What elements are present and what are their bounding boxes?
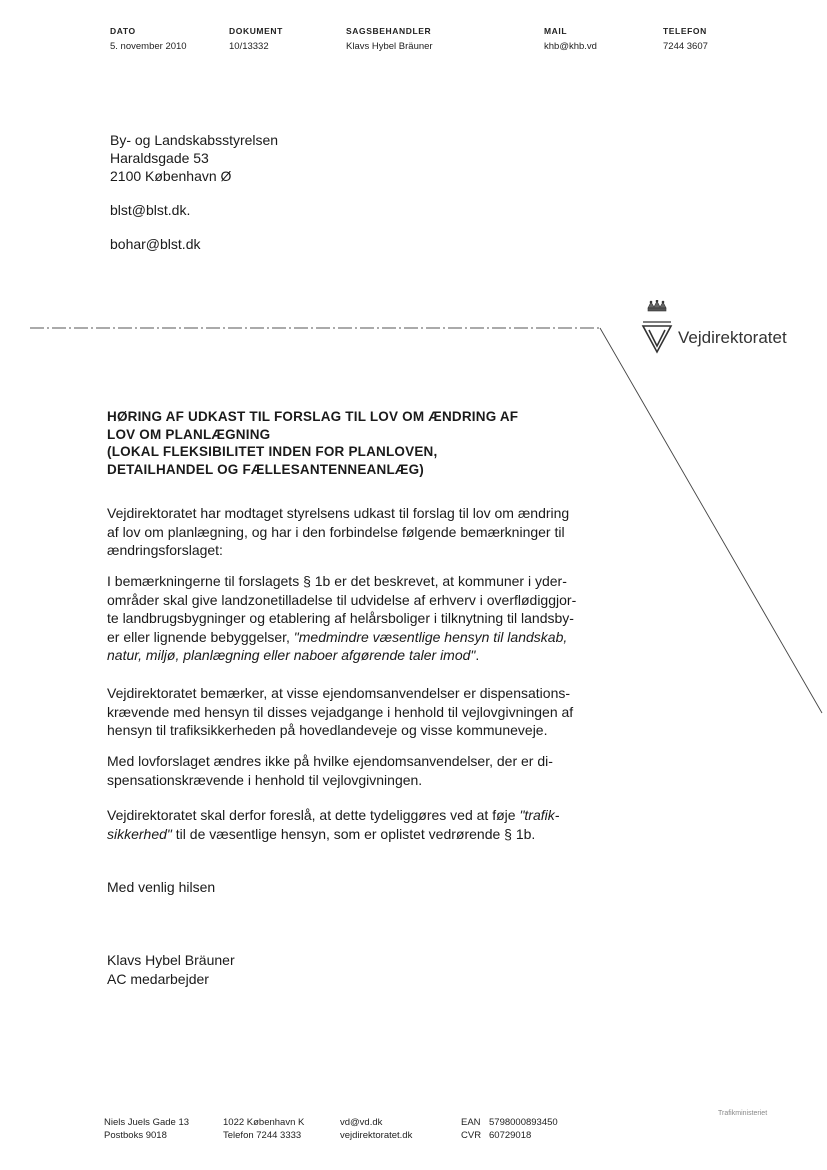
subject-line: LOV OM PLANLÆGNING xyxy=(107,426,271,442)
meta-telefon-label: TELEFON xyxy=(663,26,707,36)
recipient-line: 2100 København Ø xyxy=(110,168,232,184)
footer-city xyxy=(223,1116,304,1142)
closing xyxy=(107,878,607,897)
logo-wordmark: Vejdirektoratet xyxy=(678,328,787,347)
footer-line: Telefon 7244 3333 xyxy=(223,1130,302,1141)
subject-line: HØRING AF UDKAST TIL FORSLAG TIL LOV OM ÆNDRING AF xyxy=(107,409,519,424)
paragraph-text: . xyxy=(475,647,480,663)
paragraph-line: spensationskrævende i henhold til vejlovgivningen. xyxy=(107,771,423,788)
quote-text: natur, miljø, planlægning eller naboer afgørende taler imod" xyxy=(107,647,476,663)
quote-text: sikkerhed" xyxy=(107,825,172,842)
recipient-email[interactable]: blst@blst.dk. xyxy=(110,202,191,218)
paragraph-line: ændringsforslaget: xyxy=(107,542,223,558)
paragraph-3 xyxy=(107,684,607,740)
meta-sagsbehandler-value: Klavs Hybel Bräuner xyxy=(346,41,433,52)
recipient-email[interactable]: bohar@blst.dk xyxy=(110,236,201,252)
meta-dato-label: DATO xyxy=(110,26,136,36)
footer-email-link[interactable]: vd@vd.dk xyxy=(340,1117,383,1128)
closing-text: Med venlig hilsen xyxy=(107,879,216,895)
paragraph-4 xyxy=(107,752,607,789)
cvr-label: CVR xyxy=(461,1130,482,1141)
paragraph-text: Vejdirektoratet skal derfor foreslå, at dette tydeliggøres ved at føje xyxy=(107,807,520,823)
paragraph-line: hensyn til trafiksikkerheden på hovedlandeveje og visse kommuneveje. xyxy=(107,722,548,738)
meta-telefon-value: 7244 3607 xyxy=(663,41,708,52)
footer-line: Postboks 9018 xyxy=(104,1130,167,1141)
paragraph-1 xyxy=(107,504,607,560)
footer-web xyxy=(340,1116,412,1142)
meta-mail-value[interactable]: khb@khb.vd xyxy=(544,41,597,52)
paragraph-line: te landbrugsbygninger og etablering af helårsboliger i tilknytning til landsby- xyxy=(107,610,574,626)
footer-line: Niels Juels Gade 13 xyxy=(104,1117,190,1128)
subject-line: DETAILHANDEL OG FÆLLESANTENNEANLÆG) xyxy=(107,461,424,477)
cvr-value: 60729018 xyxy=(489,1130,532,1141)
meta-dokument-value: 10/13332 xyxy=(229,41,269,52)
signature xyxy=(107,951,607,988)
meta-sagsbehandler-label: SAGSBEHANDLER xyxy=(346,26,432,36)
footer-website-link[interactable]: vejdirektoratet.dk xyxy=(340,1130,413,1141)
ean-value: 5798000893450 xyxy=(489,1117,558,1128)
paragraph-text: til de væsentlige hensyn, som er oplistet vedrørende § 1b. xyxy=(171,825,536,842)
paragraph-text: er eller lignende bebyggelser, xyxy=(107,628,294,645)
ministry-stamp: Trafikministeriet xyxy=(718,1110,768,1117)
paragraph-line: I bemærkningerne til forslagets § 1b er det beskrevet, at kommuner i yder- xyxy=(107,573,567,589)
meta-mail-label: MAIL xyxy=(544,26,568,36)
subject-line: (LOKAL FLEKSIBILITET INDEN FOR PLANLOVEN, xyxy=(107,444,438,459)
footer-ids xyxy=(461,1116,558,1142)
signature-title: AC medarbejder xyxy=(107,970,209,987)
meta-dokument-label: DOKUMENT xyxy=(229,26,283,36)
footer-cvr xyxy=(461,1129,558,1142)
paragraph-5 xyxy=(107,806,607,843)
quote-text: "medmindre væsentlige hensyn til landskab, xyxy=(293,628,568,645)
footer-address xyxy=(104,1116,189,1142)
signature-name: Klavs Hybel Bräuner xyxy=(107,952,235,968)
paragraph-line xyxy=(107,825,607,844)
footer-ean xyxy=(461,1116,558,1129)
paragraph-line: Vejdirektoratet har modtaget styrelsens udkast til forslag til lov om ændring xyxy=(107,505,570,521)
recipient-line: Haraldsgade 53 xyxy=(110,150,209,166)
paragraph-line: krævende med hensyn til disses vejadgange i henhold til vejlovgivningen af xyxy=(107,703,574,720)
paragraph-line: områder skal give landzonetilladelse til udvidelse af erhverv i overflødiggjor- xyxy=(107,591,577,608)
paragraph-line xyxy=(107,806,607,825)
paragraph-line: Vejdirektoratet bemærker, at visse ejendomsanvendelser er dispensations- xyxy=(107,685,571,701)
paragraph-line xyxy=(107,646,607,665)
ean-label: EAN xyxy=(461,1117,481,1128)
recipient-line: By- og Landskabsstyrelsen xyxy=(110,132,279,148)
paragraph-2 xyxy=(107,572,607,665)
paragraph-line: Med lovforslaget ændres ikke på hvilke ejendomsanvendelser, der er di- xyxy=(107,753,553,769)
paragraph-line xyxy=(107,628,607,647)
letter-subject xyxy=(107,408,597,478)
meta-dato-value: 5. november 2010 xyxy=(110,41,187,52)
footer-line: 1022 København K xyxy=(223,1117,305,1128)
paragraph-line: af lov om planlægning, og har i den forbindelse følgende bemærkninger til xyxy=(107,523,565,540)
quote-text: "trafik- xyxy=(519,807,560,823)
